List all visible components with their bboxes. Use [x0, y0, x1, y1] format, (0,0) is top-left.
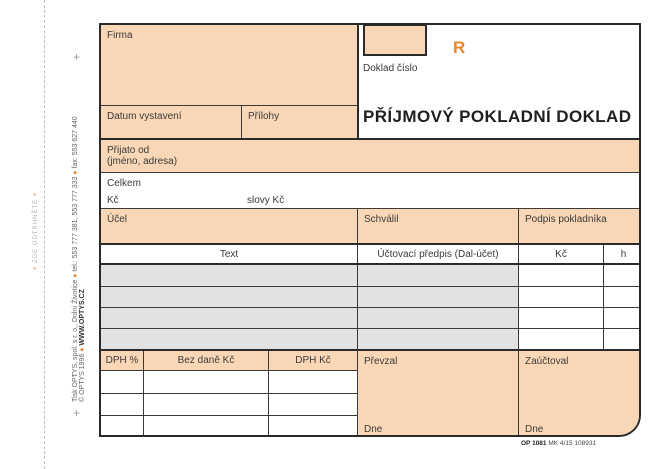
col-kc: Kč — [518, 245, 603, 263]
ucel-field[interactable]: Účel — [101, 208, 357, 243]
doklad-cislo-label: Doklad číslo — [363, 63, 418, 74]
schvalil-field[interactable]: Schválil — [357, 208, 518, 243]
col-text: Text — [219, 248, 239, 260]
copyright: © OPTYS 1996 — [79, 353, 86, 402]
title-divider — [357, 25, 359, 138]
podpis-pokladnika-field[interactable]: Podpis pokladníka — [518, 208, 641, 243]
dph-row-line — [101, 415, 357, 416]
table-header — [101, 243, 641, 265]
table-row-line — [101, 286, 641, 287]
dph-row-line — [101, 370, 357, 371]
col-uctovaci-predpis: Účtovací předpis (Dal-účet) — [357, 245, 518, 263]
form-code-number: OP 1081 — [521, 440, 547, 447]
col-h: h — [603, 245, 641, 263]
prilohy-field[interactable]: Přílohy — [241, 105, 357, 138]
printer-fax: fax: 553 627 440 — [72, 116, 79, 169]
dph-col-divider — [268, 370, 269, 437]
col-bez-dane: Bez daně Kč — [143, 351, 268, 370]
title-area — [357, 25, 641, 138]
table-row-line — [101, 328, 641, 329]
table-row-line — [101, 307, 641, 308]
r-mark: R — [453, 38, 466, 57]
prijato-od-field[interactable]: Přijato od (jméno, adresa) — [101, 138, 641, 172]
cut-here-label: + ZDE ODTRHNĚTE + — [33, 191, 39, 270]
document-title: PŘÍJMOVÝ POKLADNÍ DOKLAD — [363, 107, 632, 126]
dph-row-line — [101, 393, 357, 394]
printer-info: Tisk OPTYS, spol. s r. o., Dolní Životice ● tel.: 553 777 381, 553 777 333 ● fax: 553 627 440 © OPTYS 1996 ● WWW.OPTYS.CZ — [72, 116, 86, 402]
printer-phone: tel.: 553 777 381, 553 777 333 — [72, 176, 79, 272]
kc-label: Kč — [107, 195, 119, 206]
dph-col-divider — [143, 370, 144, 437]
dph-section — [101, 349, 641, 437]
registration-mark-top: + — [73, 50, 81, 64]
form-code-ref: MK 4/15 108931 — [548, 440, 597, 447]
form-code — [521, 440, 596, 447]
col-dph-kc: DPH Kč — [268, 351, 357, 370]
zauctoval-field[interactable]: Zaúčtoval Dne — [518, 351, 641, 437]
printer-name: Tisk OPTYS, spol. s r. o., Dolní Životice — [72, 279, 79, 402]
slovy-kc-label: slovy Kč — [247, 195, 285, 206]
celkem-label: Celkem — [107, 178, 141, 189]
dph-header — [101, 351, 357, 370]
prevzal-dne-label: Dne — [364, 424, 383, 435]
firma-field[interactable]: Firma — [101, 25, 357, 105]
datum-vystaveni-field[interactable]: Datum vystavení — [101, 105, 241, 138]
col-dph-percent: DPH % — [105, 355, 139, 366]
celkem-field[interactable] — [101, 172, 641, 208]
zauctoval-dne-label: Dne — [525, 424, 544, 435]
prevzal-field[interactable]: Převzal Dne — [357, 351, 518, 437]
table-body — [101, 265, 641, 349]
registration-mark-bottom: + — [73, 406, 81, 420]
perforation-line — [44, 0, 45, 469]
printer-web: WWW.OPTYS.CZ — [79, 289, 86, 346]
receipt-form — [99, 23, 641, 437]
